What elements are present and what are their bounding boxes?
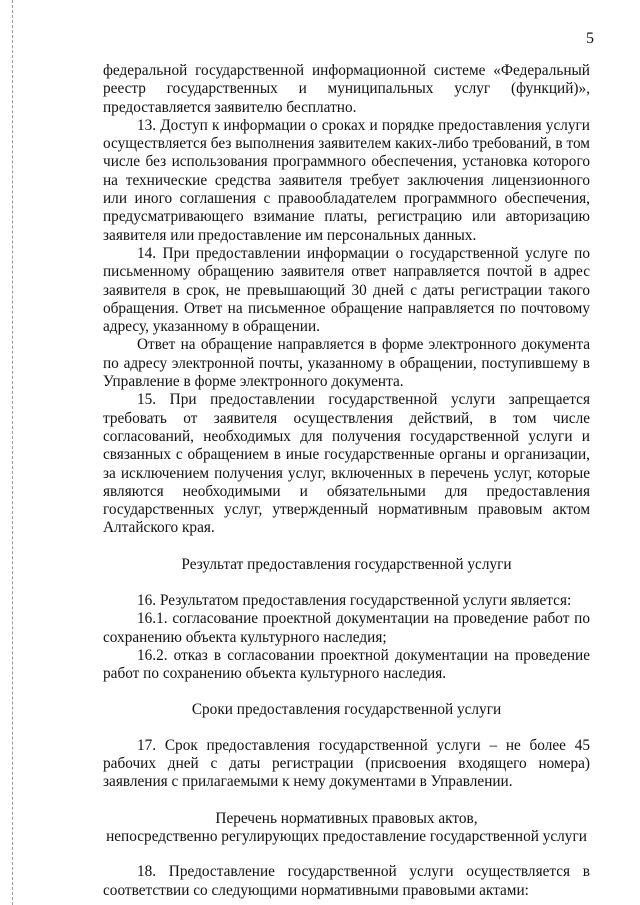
paragraph-16-2: 16.2. отказ в согласовании проектной документации на проведение работ по сохранению объекта культурного наследия.: [103, 646, 590, 683]
section-heading-acts-line2: непосредственно регулирующих предоставление государственной услуги: [106, 827, 587, 845]
paragraph-15: 15. При предоставлении государственной услуги запрещается требовать от заявителя осуществления действий, в том числе согласований, необходимых для получения государственной услуги и связанных с обращением в иные государственные органы и организации, за исключением получения услуг, включенных в перечень услуг, которые являются необходимыми и обязательными для предоставления государственных услуг, утвержденный нормативным правовым актом Алтайского края.: [103, 391, 590, 537]
paragraph-14-electronic: Ответ на обращение направляется в форме электронного документа по адресу электронной почты, указанному в обращении, поступившему в Управление в форме электронного документа.: [103, 336, 590, 391]
section-heading-result: Результат предоставления государственной услуги: [181, 555, 512, 573]
paragraph-14: 14. При предоставлении информации о государственной услуге по письменному обращению заявителя ответ направляется почтой в адрес заявителя в срок, не превышающий 30 дней с даты регистрации такого обращения. Ответ на письменное обращение направляется по почтовому адресу, указанному в обращении.: [103, 244, 590, 336]
paragraph-16-1: 16.1. согласование проектной документации на проведение работ по сохранению объекта культурного наследия;: [103, 610, 590, 646]
document-body: [103, 62, 590, 900]
section-heading-terms: Сроки предоставления государственной услуги: [191, 700, 502, 718]
paragraph-13: 13. Доступ к информации о сроках и порядке предоставления услуги осуществляется без выполнения заявителем каких-либо требований, в том числе без использования программного обеспечения, установка которого на технические средства заявителя требует заключения лицензионного или иного соглашения с правообладателем программного обеспечения, предусматривающего взимание платы, регистрацию или авторизацию заявителя или предоставление им персональных данных.: [103, 116, 590, 244]
page-number: 5: [586, 30, 594, 47]
paragraph-17: 17. Срок предоставления государственной услуги – не более 45 рабочих дней с даты регистрации (присвоения входящего номера) заявления с прилагаемыми к нему документами в Управлении.: [103, 736, 590, 791]
paragraph-18: 18. Предоставление государственной услуги осуществляется в соответствии со следующими нормативными правовыми актами:: [103, 863, 590, 899]
section-heading-acts-line1: Перечень нормативных правовых актов,: [215, 809, 478, 827]
paragraph-16: 16. Результатом предоставления государственной услуги является:: [137, 592, 572, 610]
binding-margin-line: [12, 0, 13, 905]
paragraph-continuation: федеральной государственной информационной системе «Федеральный реестр государственных и муниципальных услуг (функций)», предоставляется заявителю бесплатно.: [103, 62, 590, 116]
